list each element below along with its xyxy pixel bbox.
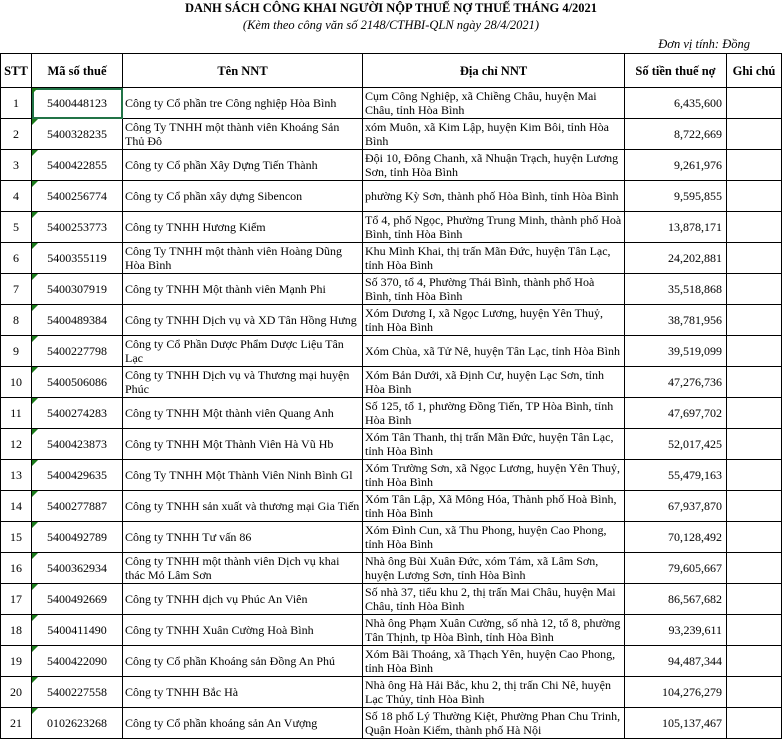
cell-taxpayer-name[interactable]: Công ty TNHH Một Thành Viên Hà Vũ Hb: [123, 429, 363, 460]
cell-tax-debt-amount[interactable]: 104,276,279: [625, 677, 727, 708]
cell-tax-code[interactable]: 5400274283: [32, 398, 123, 429]
document-title: DANH SÁCH CÔNG KHAI NGƯỜI NỘP THUẾ NỢ THUẾ THÁNG 4/2021: [184, 1, 598, 15]
cell-note[interactable]: [727, 677, 782, 708]
table-row: [1, 615, 782, 646]
header-tax-code[interactable]: Mã số thuế: [32, 54, 123, 88]
table-row: [1, 708, 782, 739]
cell-tax-code[interactable]: 5400227798: [32, 336, 123, 367]
header-stt[interactable]: STT: [1, 54, 32, 88]
cell-stt[interactable]: 4: [1, 181, 32, 212]
cell-stt[interactable]: 20: [1, 677, 32, 708]
cell-note[interactable]: [727, 491, 782, 522]
cell-note[interactable]: [727, 212, 782, 243]
cell-taxpayer-address[interactable]: Nhà ông Phạm Xuân Cường, số nhà 12, tổ 8, phường Tân Thịnh, tp Hòa Bình, tỉnh Hòa Bình: [363, 615, 625, 646]
cell-taxpayer-address[interactable]: Xóm Bản Dưới, xã Định Cư, huyện Lạc Sơn, tỉnh Hòa Bình: [363, 367, 625, 398]
cell-tax-debt-amount[interactable]: 86,567,682: [625, 584, 727, 615]
table-row: [1, 522, 782, 553]
table-row: [1, 88, 782, 119]
table-row: [1, 367, 782, 398]
header-taxpayer-name[interactable]: Tên NNT: [123, 54, 363, 88]
cell-tax-code[interactable]: 5400429635: [32, 460, 123, 491]
cell-stt[interactable]: 18: [1, 615, 32, 646]
cell-note[interactable]: [727, 367, 782, 398]
cell-tax-code[interactable]: 5400423873: [32, 429, 123, 460]
cell-taxpayer-name[interactable]: Công Ty TNHH một thành viên Khoáng Sản Thủ Đô: [123, 119, 363, 150]
document-subtitle: (Kèm theo công văn số 2148/CTHBI-QLN ngày 28/4/2021): [242, 18, 540, 32]
cell-note[interactable]: [727, 522, 782, 553]
cell-tax-debt-amount[interactable]: 47,276,736: [625, 367, 727, 398]
header-tax-debt-amount[interactable]: Số tiền thuế nợ: [625, 54, 727, 88]
header-note[interactable]: Ghi chú: [727, 54, 782, 88]
cell-taxpayer-address[interactable]: Xóm Chùa, xã Tử Nê, huyện Tân Lạc, tỉnh Hòa Bình: [363, 336, 625, 367]
cell-tax-code[interactable]: 5400355119: [32, 243, 123, 274]
cell-stt[interactable]: 3: [1, 150, 32, 181]
cell-taxpayer-address[interactable]: Cụm Công Nghiệp, xã Chiềng Châu, huyện Mai Châu, tỉnh Hòa Bình: [363, 88, 625, 119]
cell-tax-debt-amount[interactable]: 93,239,611: [625, 615, 727, 646]
cell-tax-code[interactable]: 5400422855: [32, 150, 123, 181]
cell-tax-code[interactable]: 5400277887: [32, 491, 123, 522]
cell-tax-code[interactable]: 5400328235: [32, 119, 123, 150]
cell-tax-code[interactable]: 5400492789: [32, 522, 123, 553]
header-taxpayer-address[interactable]: Địa chỉ NNT: [363, 54, 625, 88]
cell-taxpayer-address[interactable]: Xóm Bãi Thoáng, xã Thạch Yên, huyện Cao Phong, tỉnh Hòa Bình: [363, 646, 625, 677]
cell-taxpayer-name[interactable]: Công ty TNHH Dịch vụ và XD Tân Hồng Hưng: [123, 305, 363, 336]
cell-tax-debt-amount[interactable]: 13,878,171: [625, 212, 727, 243]
cell-tax-code[interactable]: 5400492669: [32, 584, 123, 615]
cell-taxpayer-address[interactable]: Tổ 4, phố Ngọc, Phường Trung Minh, thành phố Hoà Bình, tỉnh Hòa Bình: [363, 212, 625, 243]
cell-stt[interactable]: 6: [1, 243, 32, 274]
cell-taxpayer-name[interactable]: Công ty Cổ phần Xây Dựng Tiến Thành: [123, 150, 363, 181]
cell-tax-debt-amount[interactable]: 79,605,667: [625, 553, 727, 584]
cell-note[interactable]: [727, 305, 782, 336]
cell-taxpayer-name[interactable]: Công ty TNHH Bắc Hà: [123, 677, 363, 708]
cell-tax-debt-amount[interactable]: 67,937,870: [625, 491, 727, 522]
cell-stt[interactable]: 10: [1, 367, 32, 398]
table-row: [1, 119, 782, 150]
cell-taxpayer-name[interactable]: Công ty TNHH Dịch vụ và Thương mại huyện Phúc: [123, 367, 363, 398]
cell-taxpayer-name[interactable]: Công ty Cổ phần tre Công nghiệp Hòa Bình: [123, 88, 363, 119]
cell-tax-code[interactable]: 5400256774: [32, 181, 123, 212]
currency-unit-label: Đơn vị tính: Đồng: [658, 37, 750, 51]
cell-note[interactable]: [727, 398, 782, 429]
cell-taxpayer-address[interactable]: Số 18 phố Lý Thường Kiệt, Phường Phan Chu Trinh, Quận Hoàn Kiếm, thành phố Hà Nội: [363, 708, 625, 739]
table-row: [1, 460, 782, 491]
cell-tax-code[interactable]: 5400489384: [32, 305, 123, 336]
cell-stt[interactable]: 7: [1, 274, 32, 305]
cell-tax-debt-amount[interactable]: 39,519,099: [625, 336, 727, 367]
cell-taxpayer-name[interactable]: Công ty TNHH sản xuất và thương mại Gia Tiến: [123, 491, 363, 522]
cell-stt[interactable]: 21: [1, 708, 32, 739]
cell-stt[interactable]: 11: [1, 398, 32, 429]
cell-stt[interactable]: 19: [1, 646, 32, 677]
table-row: [1, 181, 782, 212]
cell-tax-debt-amount[interactable]: 9,261,976: [625, 150, 727, 181]
table-row: [1, 491, 782, 522]
tax-debtor-table: [0, 53, 782, 739]
cell-taxpayer-address[interactable]: Xóm Đình Cun, xã Thu Phong, huyện Cao Phong, tỉnh Hòa Bình: [363, 522, 625, 553]
cell-taxpayer-address[interactable]: Nhà ông Bùi Xuân Đức, xóm Tám, xã Lâm Sơn, huyện Lương Sơn, tỉnh Hòa Bình: [363, 553, 625, 584]
cell-note[interactable]: [727, 429, 782, 460]
cell-taxpayer-name[interactable]: Công ty TNHH Một thành viên Mạnh Phi: [123, 274, 363, 305]
cell-stt[interactable]: 1: [1, 88, 32, 119]
table-row: [1, 274, 782, 305]
table-row: [1, 212, 782, 243]
cell-taxpayer-name[interactable]: Công ty TNHH Một thành viên Quang Anh: [123, 398, 363, 429]
cell-taxpayer-name[interactable]: Công ty Cổ phần khoáng sản An Vượng: [123, 708, 363, 739]
table-row: [1, 305, 782, 336]
table-row: [1, 553, 782, 584]
table-row: [1, 243, 782, 274]
cell-taxpayer-address[interactable]: Xóm Dương I, xã Ngọc Lương, huyện Yên Thuỷ, tỉnh Hòa Bình: [363, 305, 625, 336]
cell-taxpayer-address[interactable]: Số 125, tổ 1, phường Đồng Tiến, TP Hòa Bình, tỉnh Hòa Bình: [363, 398, 625, 429]
table-row: [1, 150, 782, 181]
cell-taxpayer-address[interactable]: Nhà ông Hà Hải Bắc, khu 2, thị trấn Chi Nê, huyện Lạc Thủy, tỉnh Hòa Bình: [363, 677, 625, 708]
cell-taxpayer-name[interactable]: Công ty TNHH Xuân Cường Hoà Bình: [123, 615, 363, 646]
cell-tax-code[interactable]: 5400362934: [32, 553, 123, 584]
cell-tax-debt-amount[interactable]: 47,697,702: [625, 398, 727, 429]
cell-stt[interactable]: 2: [1, 119, 32, 150]
cell-tax-debt-amount[interactable]: 8,722,669: [625, 119, 727, 150]
cell-taxpayer-address[interactable]: Xóm Tân Lập, Xã Mông Hóa, Thành phố Hoà Bình, tỉnh Hòa Bình: [363, 491, 625, 522]
cell-note[interactable]: [727, 88, 782, 119]
cell-taxpayer-address[interactable]: Xóm Trường Sơn, xã Ngọc Lương, huyện Yên Thuỷ, tỉnh Hòa Bình: [363, 460, 625, 491]
cell-taxpayer-address[interactable]: Xóm Tân Thanh, thị trấn Mãn Đức, huyện Tân Lạc, tỉnh Hòa Bình: [363, 429, 625, 460]
cell-tax-code[interactable]: 5400253773: [32, 212, 123, 243]
cell-tax-debt-amount[interactable]: 38,781,956: [625, 305, 727, 336]
cell-stt[interactable]: 17: [1, 584, 32, 615]
cell-note[interactable]: [727, 553, 782, 584]
cell-taxpayer-address[interactable]: phường Kỳ Sơn, thành phố Hòa Bình, tỉnh Hòa Bình: [363, 181, 625, 212]
cell-tax-debt-amount[interactable]: 35,518,868: [625, 274, 727, 305]
cell-taxpayer-address[interactable]: Số 370, tổ 4, Phường Thái Bình, thành phố Hoà Bình, tỉnh Hòa Bình: [363, 274, 625, 305]
cell-taxpayer-name[interactable]: Công Ty TNHH một thành viên Hoàng Dũng Hòa Bình: [123, 243, 363, 274]
cell-note[interactable]: [727, 584, 782, 615]
cell-stt[interactable]: 13: [1, 460, 32, 491]
cell-tax-code[interactable]: 5400307919: [32, 274, 123, 305]
cell-note[interactable]: [727, 708, 782, 739]
cell-tax-debt-amount[interactable]: 52,017,425: [625, 429, 727, 460]
cell-taxpayer-address[interactable]: xóm Muôn, xã Kim Lập, huyện Kim Bôi, tỉnh Hòa Bình: [363, 119, 625, 150]
cell-note[interactable]: [727, 243, 782, 274]
cell-note[interactable]: [727, 119, 782, 150]
cell-tax-debt-amount[interactable]: 9,595,855: [625, 181, 727, 212]
cell-note[interactable]: [727, 460, 782, 491]
cell-note[interactable]: [727, 150, 782, 181]
cell-tax-code[interactable]: 5400422090: [32, 646, 123, 677]
cell-tax-code[interactable]: 0102623268: [32, 708, 123, 739]
cell-note[interactable]: [727, 646, 782, 677]
cell-tax-debt-amount[interactable]: 24,202,881: [625, 243, 727, 274]
table-row: [1, 677, 782, 708]
cell-taxpayer-name[interactable]: Công Ty TNHH Một Thành Viên Ninh Bình Gl: [123, 460, 363, 491]
cell-taxpayer-name[interactable]: Công ty Cổ phần xây dựng Sibencon: [123, 181, 363, 212]
cell-tax-code[interactable]: 5400448123: [32, 88, 123, 119]
cell-taxpayer-address[interactable]: Số nhà 37, tiểu khu 2, thị trấn Mai Châu, huyện Mai Châu, tỉnh Hòa Bình: [363, 584, 625, 615]
cell-stt[interactable]: 14: [1, 491, 32, 522]
cell-taxpayer-name[interactable]: Công ty TNHH Hương Kiểm: [123, 212, 363, 243]
cell-stt[interactable]: 12: [1, 429, 32, 460]
cell-tax-code[interactable]: 5400506086: [32, 367, 123, 398]
cell-taxpayer-name[interactable]: Công ty TNHH Tư vấn 86: [123, 522, 363, 553]
cell-taxpayer-name[interactable]: Công ty Cổ phần Khoáng sản Đồng An Phú: [123, 646, 363, 677]
cell-stt[interactable]: 15: [1, 522, 32, 553]
cell-tax-debt-amount[interactable]: 55,479,163: [625, 460, 727, 491]
cell-stt[interactable]: 8: [1, 305, 32, 336]
cell-tax-debt-amount[interactable]: 70,128,492: [625, 522, 727, 553]
cell-tax-debt-amount[interactable]: 94,487,344: [625, 646, 727, 677]
cell-note[interactable]: [727, 181, 782, 212]
table-row: [1, 584, 782, 615]
cell-taxpayer-name[interactable]: Công ty Cổ Phần Dược Phẩm Dược Liệu Tân Lạc: [123, 336, 363, 367]
cell-tax-code[interactable]: 5400227558: [32, 677, 123, 708]
cell-taxpayer-name[interactable]: Công ty TNHH một thành viên Dịch vụ khai thác Mỏ Lâm Sơn: [123, 553, 363, 584]
table-row: [1, 398, 782, 429]
cell-tax-code[interactable]: 5400411490: [32, 615, 123, 646]
cell-tax-debt-amount[interactable]: 105,137,467: [625, 708, 727, 739]
table-row: [1, 336, 782, 367]
cell-stt[interactable]: 9: [1, 336, 32, 367]
cell-taxpayer-address[interactable]: Đội 10, Đông Chanh, xã Nhuận Trạch, huyện Lương Sơn, tỉnh Hòa Bình: [363, 150, 625, 181]
cell-tax-debt-amount[interactable]: 6,435,600: [625, 88, 727, 119]
cell-taxpayer-address[interactable]: Khu Mình Khai, thị trấn Mãn Đức, huyện Tân Lạc, tỉnh Hòa Bình: [363, 243, 625, 274]
cell-note[interactable]: [727, 274, 782, 305]
table-row: [1, 646, 782, 677]
cell-stt[interactable]: 16: [1, 553, 32, 584]
cell-stt[interactable]: 5: [1, 212, 32, 243]
table-header-row: [1, 54, 782, 88]
cell-note[interactable]: [727, 615, 782, 646]
cell-note[interactable]: [727, 336, 782, 367]
cell-taxpayer-name[interactable]: Công ty TNHH dịch vụ Phúc An Viên: [123, 584, 363, 615]
table-row: [1, 429, 782, 460]
